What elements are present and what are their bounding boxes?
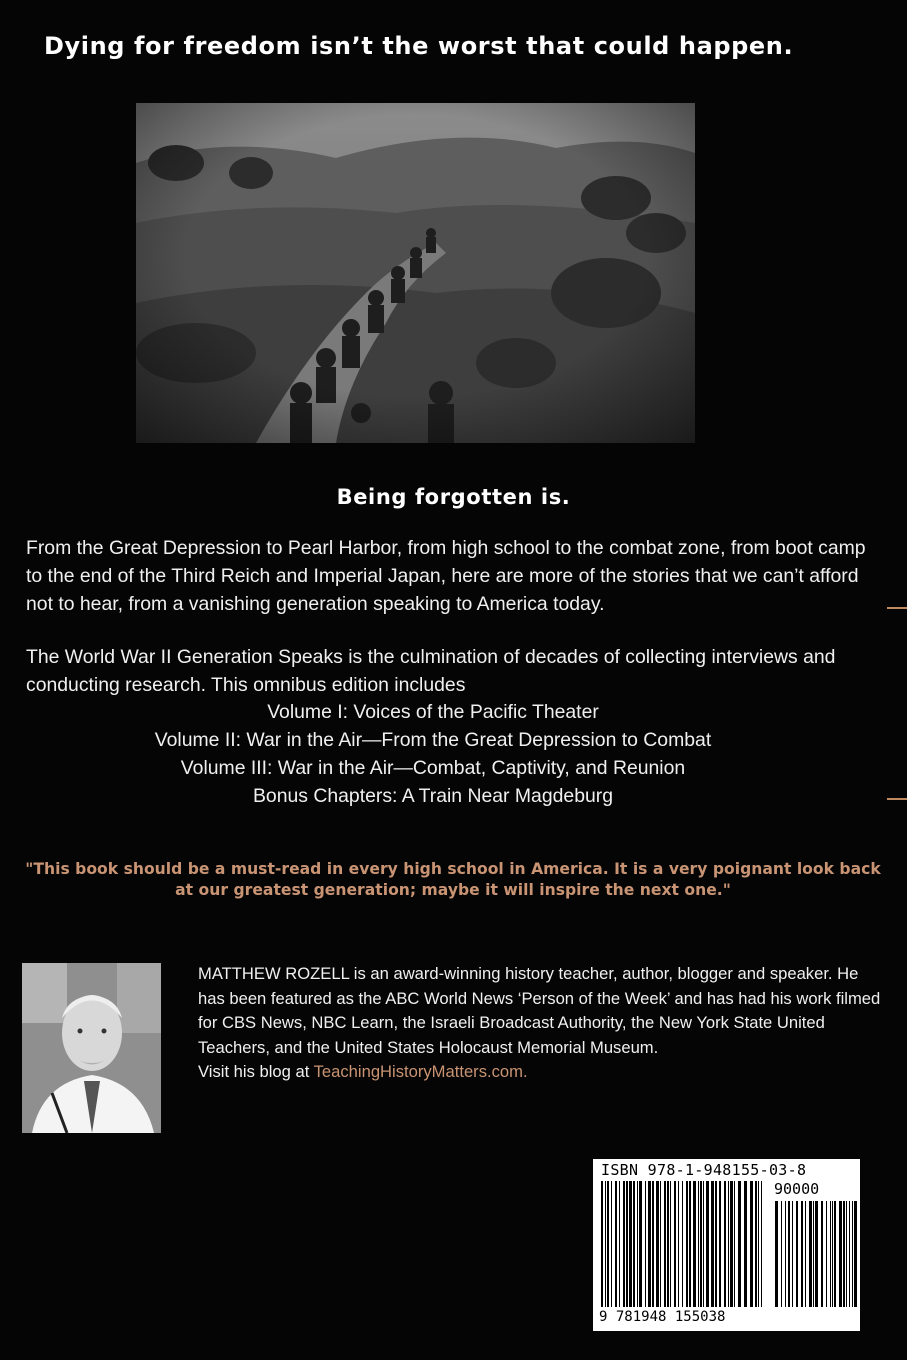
- barcode-bars-icon: [593, 1159, 860, 1331]
- spine-mark: [887, 607, 907, 609]
- volume-item: Volume I: Voices of the Pacific Theater: [267, 701, 599, 723]
- bio-text: MATTHEW ROZELL is an award-winning history teacher, author, blogger and speaker. He has been featured as the ABC World News ‘Person of the Week’ and has had his work filmed for CBS News, NBC Learn, the Israeli Broadcast Authority, the New York State United Teachers, and the United States Holocaust Memorial Museum.: [198, 964, 881, 1057]
- review-quote: "This book should be a must-read in every high school in America. It is a very poignant look back at our greatest generation; maybe it will inspire the next one.": [25, 860, 881, 899]
- spine-mark: [887, 798, 907, 800]
- blog-link[interactable]: TeachingHistoryMatters.com.: [313, 1062, 528, 1081]
- omnibus-paragraph: The World War II Generation Speaks is the culmination of decades of collecting interviews and conducting research. This omnibus edition includes: [26, 646, 836, 696]
- subhead: Being forgotten is.: [336, 485, 571, 509]
- isbn-number: ISBN 978-1-948155-03-8: [601, 1161, 807, 1179]
- volume-item: Volume II: War in the Air—From the Great Depression to Combat: [154, 729, 712, 751]
- author-bio: [198, 962, 888, 1085]
- author-portrait: [22, 963, 161, 1133]
- soldiers-marching-photo: [136, 103, 695, 443]
- price-code: 90000: [774, 1180, 820, 1198]
- barcode-digits: 9 781948 155038: [599, 1309, 726, 1325]
- intro-paragraph: From the Great Depression to Pearl Harbor, from high school to the combat zone, from boot camp to the end of the Third Reich and Imperial Japan, here are more of the stories that we can’t afford not to hear, from a vanishing generation speaking to America today.: [26, 537, 866, 615]
- volume-list: [0, 698, 866, 810]
- volume-item: Volume III: War in the Air—Combat, Captivity, and Reunion: [180, 757, 686, 779]
- bio-visit-text: Visit his blog at: [198, 1062, 314, 1081]
- volume-item: Bonus Chapters: A Train Near Magdeburg: [252, 785, 613, 807]
- headline: Dying for freedom isn’t the worst that could happen.: [44, 32, 794, 60]
- isbn-barcode: [593, 1159, 860, 1331]
